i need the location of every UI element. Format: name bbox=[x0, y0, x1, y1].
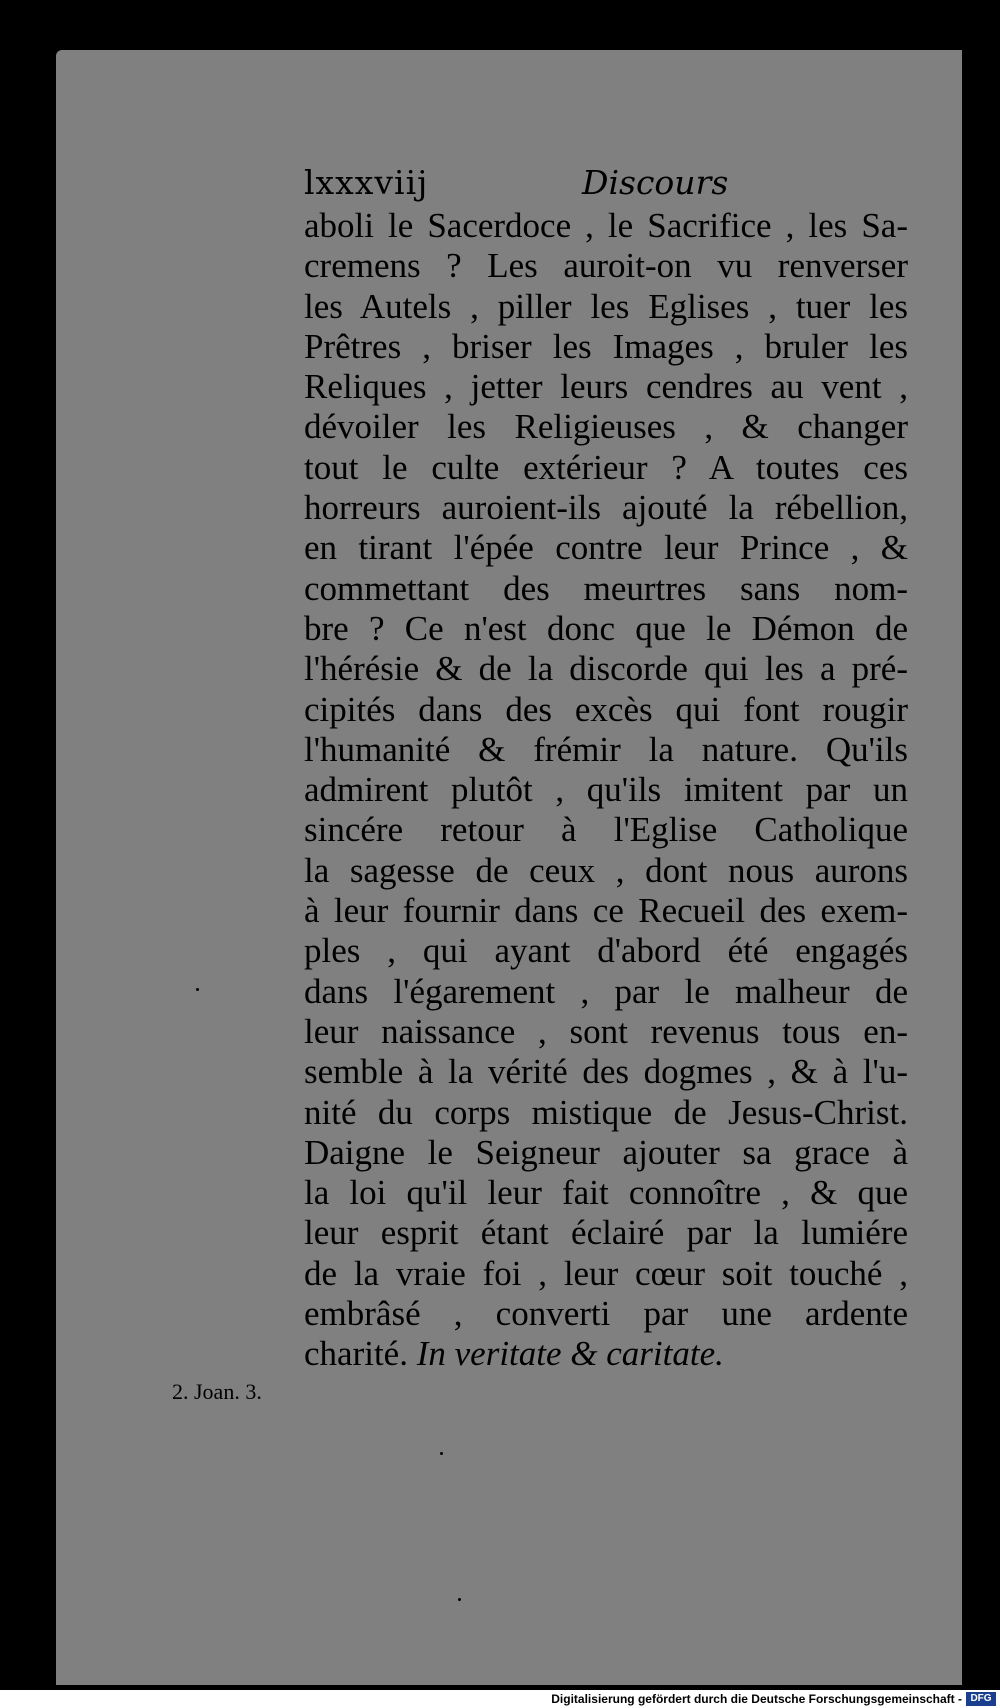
final-italic-quote: In veritate & caritate. bbox=[416, 1334, 724, 1374]
text-line: la loi qu'il leur fait connoître , & que bbox=[304, 1173, 908, 1213]
text-line-final bbox=[304, 1334, 908, 1374]
text-line: tout le culte extérieur ? A toutes ces bbox=[304, 447, 908, 487]
footer-bar bbox=[0, 1690, 1000, 1708]
scan-speck bbox=[196, 988, 199, 991]
final-roman-text: charité. bbox=[304, 1334, 408, 1374]
text-line: les Autels , piller les Eglises , tuer les bbox=[304, 286, 908, 326]
text-line: leur naissance , sont revenus tous en- bbox=[304, 1011, 908, 1051]
scan-speck bbox=[970, 290, 973, 293]
text-line: Reliques , jetter leurs cendres au vent , bbox=[304, 367, 908, 407]
text-line: sincére retour à l'Eglise Catholique bbox=[304, 810, 908, 850]
scan-speck bbox=[458, 1598, 461, 1601]
text-line: la sagesse de ceux , dont nous aurons bbox=[304, 850, 908, 890]
text-line: bre ? Ce n'est donc que le Démon de bbox=[304, 608, 908, 648]
text-line: semble à la vérité des dogmes , & à l'u- bbox=[304, 1052, 908, 1092]
text-line: aboli le Sacerdoce , le Sacrifice , les Sa- bbox=[304, 206, 908, 245]
text-line: commettant des meurtres sans nom- bbox=[304, 568, 908, 608]
text-line: à leur fournir dans ce Recueil des exem- bbox=[304, 891, 908, 931]
running-title: Discours bbox=[582, 163, 729, 202]
footer-credit: Digitalisierung gefördert durch die Deutsche Forschungsgemeinschaft - bbox=[551, 1692, 962, 1706]
text-line: embrâsé , converti par une ardente bbox=[304, 1294, 908, 1334]
text-line: admirent plutôt , qu'ils imitent par un bbox=[304, 770, 908, 810]
text-line: en tirant l'épée contre leur Prince , & bbox=[304, 528, 908, 568]
text-line: cremens ? Les auroit-on vu renverser bbox=[304, 246, 908, 286]
text-line: dans l'égarement , par le malheur de bbox=[304, 971, 908, 1011]
page-number: lxxxviij bbox=[304, 163, 429, 202]
text-line: cipités dans des excès qui font rougir bbox=[304, 689, 908, 729]
text-line: leur esprit étant éclairé par la lumiére bbox=[304, 1213, 908, 1253]
text-line: nité du corps mistique de Jesus-Christ. bbox=[304, 1092, 908, 1132]
dfg-logo: DFG bbox=[966, 1692, 996, 1706]
text-line: ples , qui ayant d'abord été engagés bbox=[304, 931, 908, 971]
text-line: l'humanité & frémir la nature. Qu'ils bbox=[304, 729, 908, 769]
body-text bbox=[304, 206, 908, 1375]
margin-reference: 2. Joan. 3. bbox=[172, 1379, 262, 1404]
text-line: Daigne le Seigneur ajouter sa grace à bbox=[304, 1132, 908, 1172]
text-line: de la vraie foi , leur cœur soit touché , bbox=[304, 1253, 908, 1293]
text-line: l'hérésie & de la discorde qui les a pré- bbox=[304, 649, 908, 689]
text-line: horreurs auroient-ils ajouté la rébellion, bbox=[304, 488, 908, 528]
text-line: Prêtres , briser les Images , bruler les bbox=[304, 326, 908, 366]
text-line: dévoiler les Religieuses , & changer bbox=[304, 407, 908, 447]
page-header bbox=[304, 160, 904, 206]
scan-speck bbox=[440, 1452, 443, 1455]
